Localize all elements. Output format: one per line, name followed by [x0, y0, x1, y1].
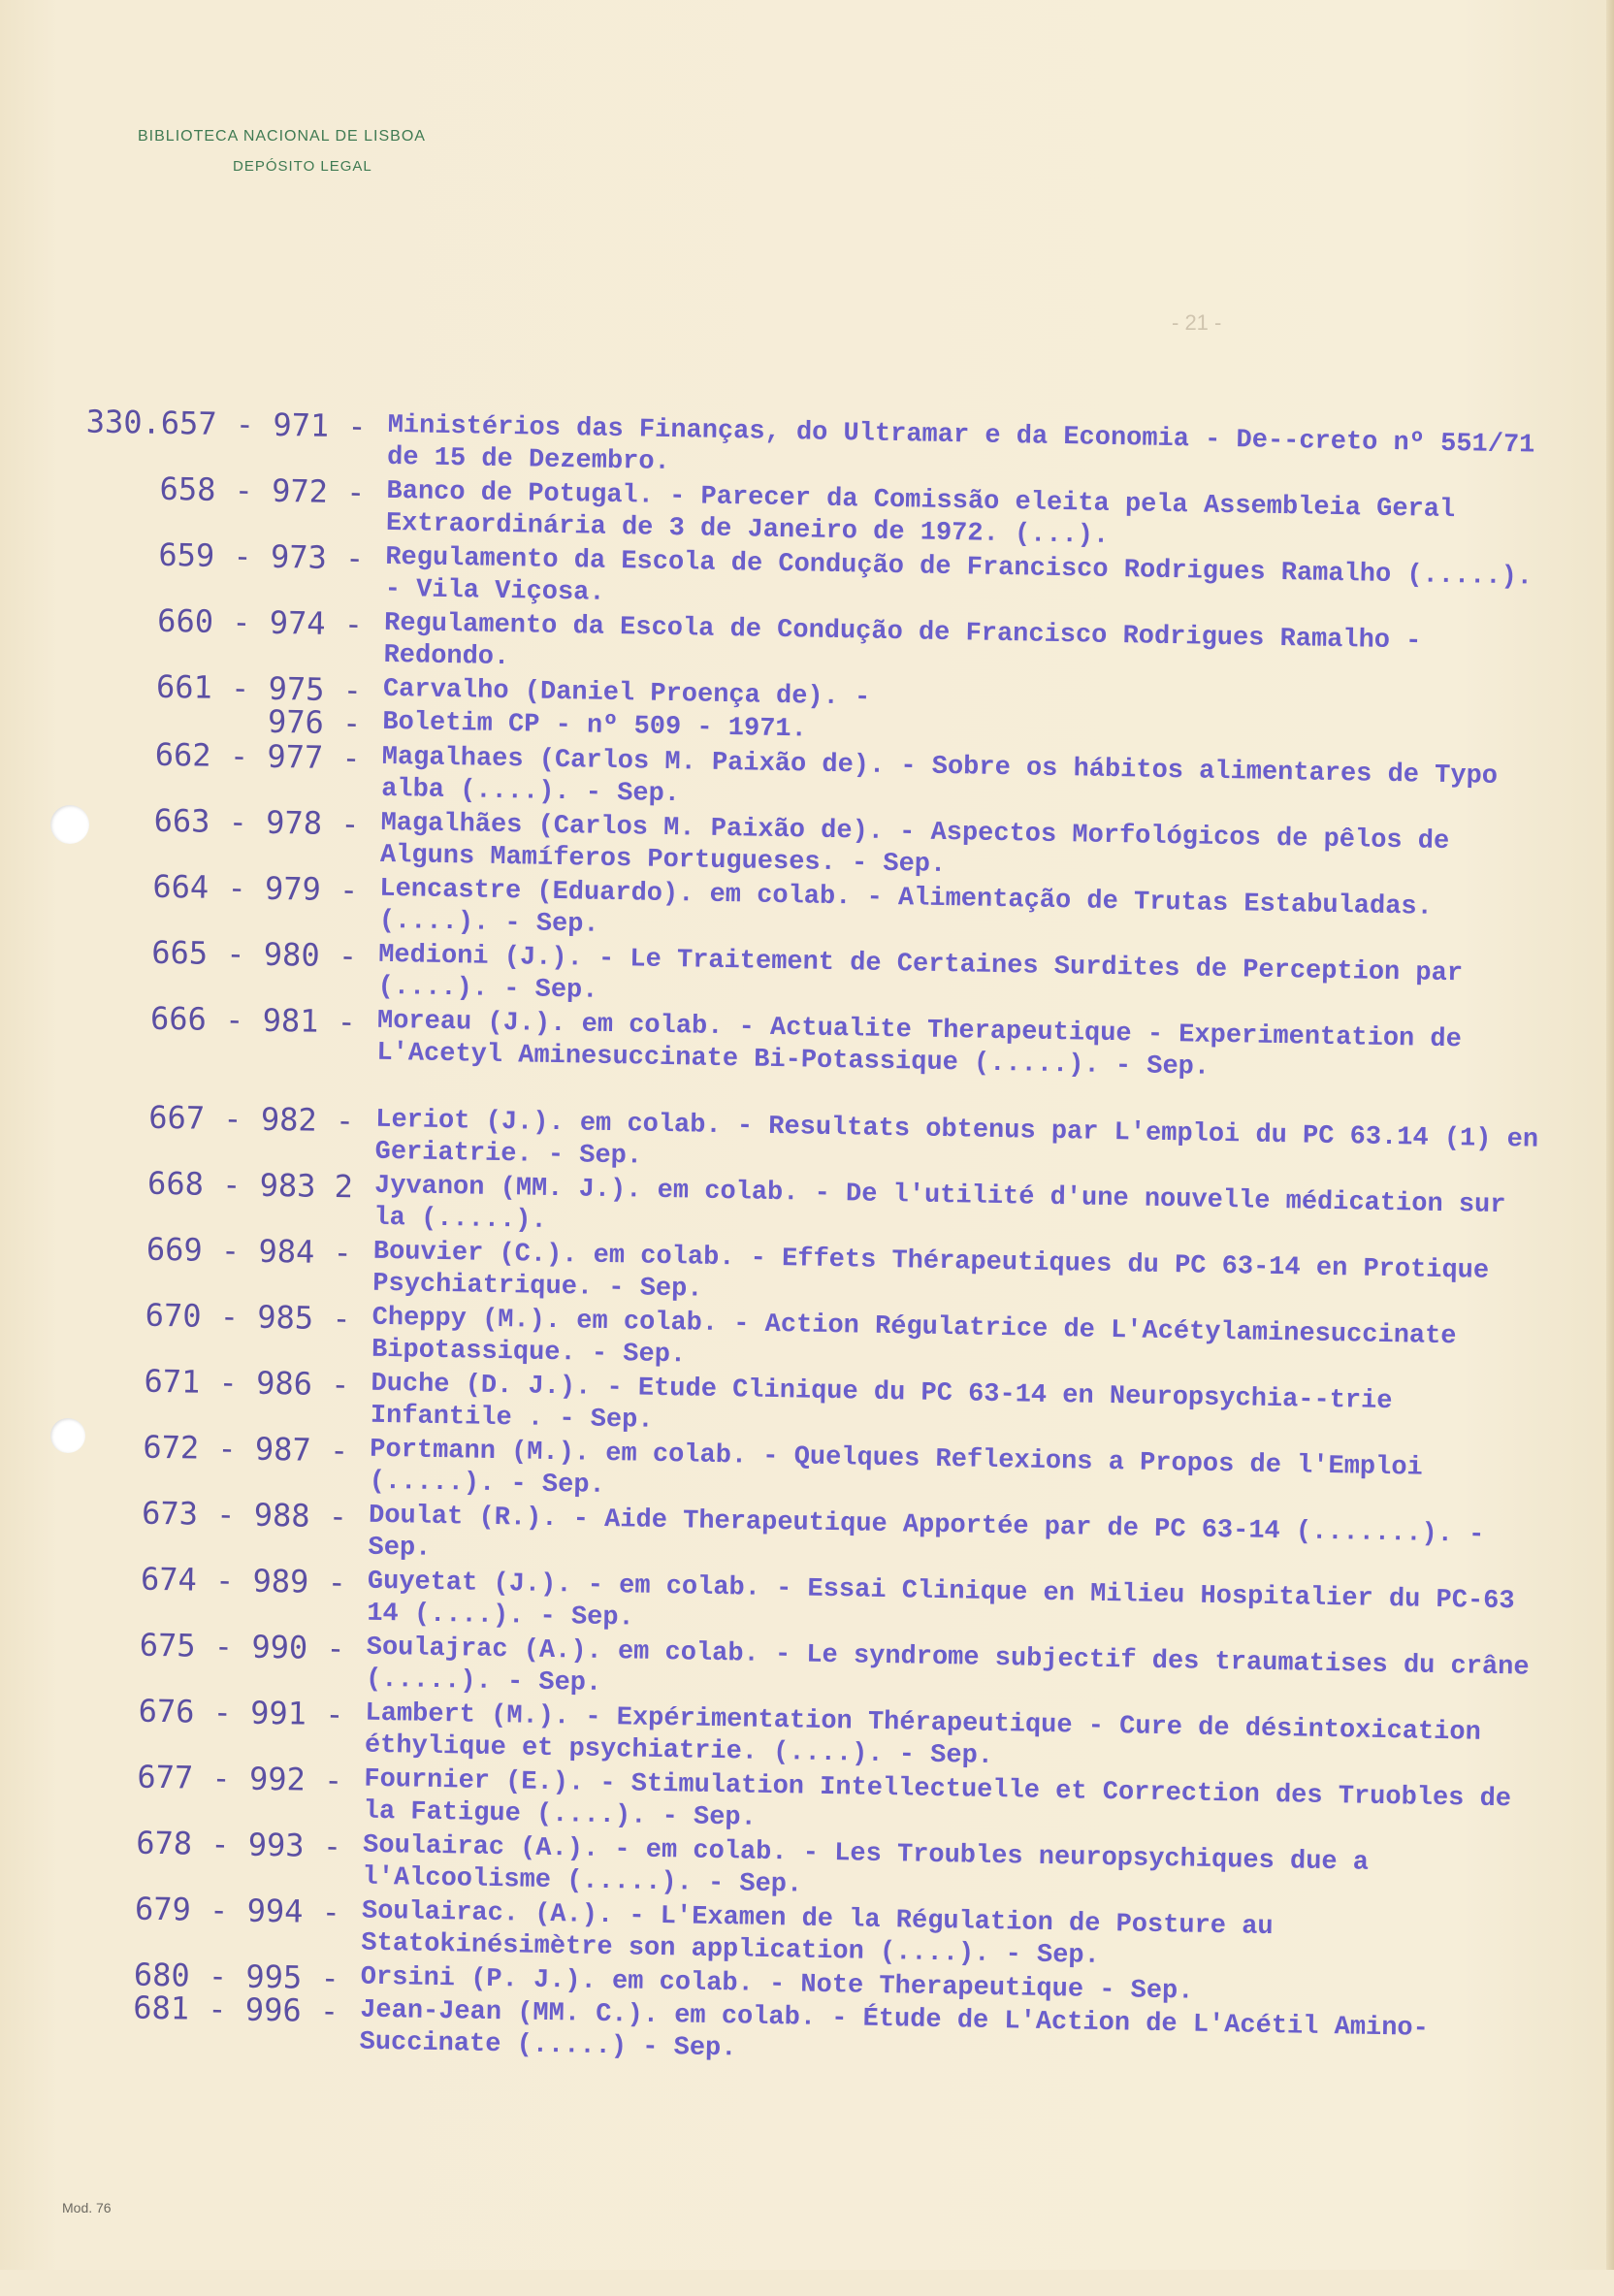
entry-text: Medioni (J.). - Le Traitement de Certaines Surdites de Perception par (....). - Sep. — [377, 940, 1464, 1006]
entry-ref: 675 - 990 - — [139, 1626, 346, 1667]
entry-text: Soulajrac (A.). em colab. - Le syndrome subjectif des traumatises du crâne (.....). - Sep. — [365, 1633, 1530, 1698]
entry-ref: 664 - 979 - — [152, 867, 359, 909]
entry-text: Lambert (M.). - Expérimentation Thérapeutique - Cure de désintoxication éthylique et psychiatrie. (....). - Sep. — [364, 1698, 1482, 1771]
entry-ref: 678 - 993 - — [135, 1824, 342, 1865]
entry-ref: 673 - 988 - — [141, 1494, 348, 1536]
header-organization: BIBLIOTECA NACIONAL DE LISBOA — [138, 128, 426, 145]
entry-ref: 669 - 984 - — [145, 1230, 353, 1272]
entry-text: Jean-Jean (MM. C.). em colab. - Étude de L'Action de L'Acétil Amino-Succinate (.....) - Sep. — [359, 1995, 1430, 2064]
entry-ref: 976 - — [267, 702, 362, 742]
entry-ref: 670 - 985 - — [145, 1296, 351, 1338]
entry-ref: 671 - 986 - — [144, 1362, 350, 1404]
entry-text: Regulamento da Escola de Condução de Francisco Rodrigues Ramalho - Redondo. — [383, 608, 1422, 673]
entry-text: Guyetat (J.). - em colab. - Essai Clinique en Milieu Hospitalier du PC-63 14 (....). - Sep. — [367, 1567, 1515, 1633]
entry-text: Moreau (J.). em colab. - Actualite Therapeutique - Experimentation de L'Acetyl Aminesuccinate Bi-Potassique (.....). - Sep. — [376, 1006, 1463, 1083]
entry-ref: 665 - 980 - — [150, 933, 358, 975]
entry-text: Duche (D. J.). - Etude Clinique du PC 63-14 en Neuropsychia--trie Infantile . - Sep. — [370, 1369, 1393, 1436]
entry-ref: 658 - 972 - — [159, 469, 366, 511]
entry-ref: 674 - 989 - — [140, 1560, 347, 1601]
entry-ref: 680 - 995 - — [133, 1956, 340, 1997]
entry-ref: 677 - 992 - — [137, 1758, 343, 1799]
entry-text: Regulamento da Escola de Condução de Francisco Rodrigues Ramalho (.....). - Vila Viçosa. — [384, 542, 1533, 608]
entry-ref: 662 - 977 - — [154, 735, 362, 777]
header-department: DEPÓSITO LEGAL — [233, 158, 372, 175]
page-number-mark: - 21 - — [1172, 310, 1222, 335]
entry-text: Orsini (P. J.). em colab. - Note Therapeutique - Sep. — [360, 1962, 1194, 2007]
entry-text: Fournier (E.). - Stimulation Intellectuelle et Correction des Truobles de la Fatigue (....). - Sep. — [363, 1764, 1512, 1833]
entry-text: Carvalho (Daniel Proença de). - — [382, 674, 871, 713]
entry-ref: 668 - 983 2 — [146, 1164, 354, 1206]
entry-ref: 666 - 981 - — [149, 999, 357, 1041]
form-code: Mod. 76 — [62, 2200, 112, 2215]
entry-ref: 676 - 991 - — [138, 1692, 344, 1733]
entry-ref: 663 - 978 - — [153, 801, 360, 843]
entry-ref: 330.657 - 971 - — [85, 403, 368, 445]
list-item — [0, 1098, 1601, 1172]
entry-text: Doulat (R.). - Aide Therapeutique Apportée par de PC 63-14 (.......). - Sep. — [368, 1501, 1485, 1564]
entry-ref: 660 - 974 - — [156, 601, 364, 643]
entry-ref: 659 - 973 - — [158, 535, 365, 577]
entry-text: Cheppy (M.). em colab. - Action Régulatrice de L'Acétylaminesuccinate Bipotassique. - Sep. — [371, 1303, 1457, 1371]
entry-text: Soulairac (A.). - em colab. - Les Troubles neuropsychiques due a l'Alcoolisme (.....). - Sep. — [362, 1830, 1370, 1900]
entry-text: Magalhães (Carlos M. Paixão de). - Aspectos Morfológicos de pêlos de Alguns Mamíferos Portugueses. - Sep. — [379, 808, 1450, 880]
entry-text: Soulairac. (A.). - L'Examen de la Régulation de Posture au Statokinésimètre son application (....). - Sep. — [361, 1896, 1274, 1971]
entry-text: Ministérios das Finanças, do Ultramar e da Economia - De--creto nº 551/71 de 15 de Dezembro. — [386, 410, 1535, 477]
entry-ref: 661 - 975 - — [155, 667, 363, 709]
entry-text: Jyvanon (MM. J.). em colab. - De l'utilité d'une nouvelle médication sur la (.....). — [373, 1171, 1506, 1236]
list-item — [0, 403, 1614, 477]
entry-text: Leriot (J.). em colab. - Resultats obtenus par L'emploi du PC 63.14 (1) en Geriatrie. - Sep. — [374, 1105, 1539, 1172]
entry-ref: 672 - 987 - — [143, 1428, 349, 1470]
entry-text: Bouvier (C.). em colab. - Effets Thérapeutiques du PC 63-14 en Protique Psychiatrique. - Sep. — [372, 1237, 1490, 1305]
entry-text: Lencastre (Eduardo). em colab. - Alimentação de Trutas Estabuladas. (....). - Sep. — [378, 874, 1434, 940]
entry-text: Magalhaes (Carlos M. Paixão de). - Sobre os hábitos alimentares de Typo alba (....). - Sep. — [380, 742, 1499, 810]
entry-text: Banco de Potugal. - Parecer da Comissão eleita pela Assembleia Geral Extraordinária de 3 de Janeiro de 1972. (...). — [385, 476, 1456, 551]
entry-ref: 667 - 982 - — [147, 1098, 355, 1140]
entry-ref: 679 - 994 - — [134, 1890, 341, 1931]
entry-ref: 681 - 996 - — [132, 1989, 339, 2030]
entry-text: Portmann (M.). em colab. - Quelques Reflexions a Propos de l'Emploi (.....). - Sep. — [369, 1435, 1423, 1501]
entry-text: Boletim CP - nº 509 - 1971. — [382, 707, 808, 745]
